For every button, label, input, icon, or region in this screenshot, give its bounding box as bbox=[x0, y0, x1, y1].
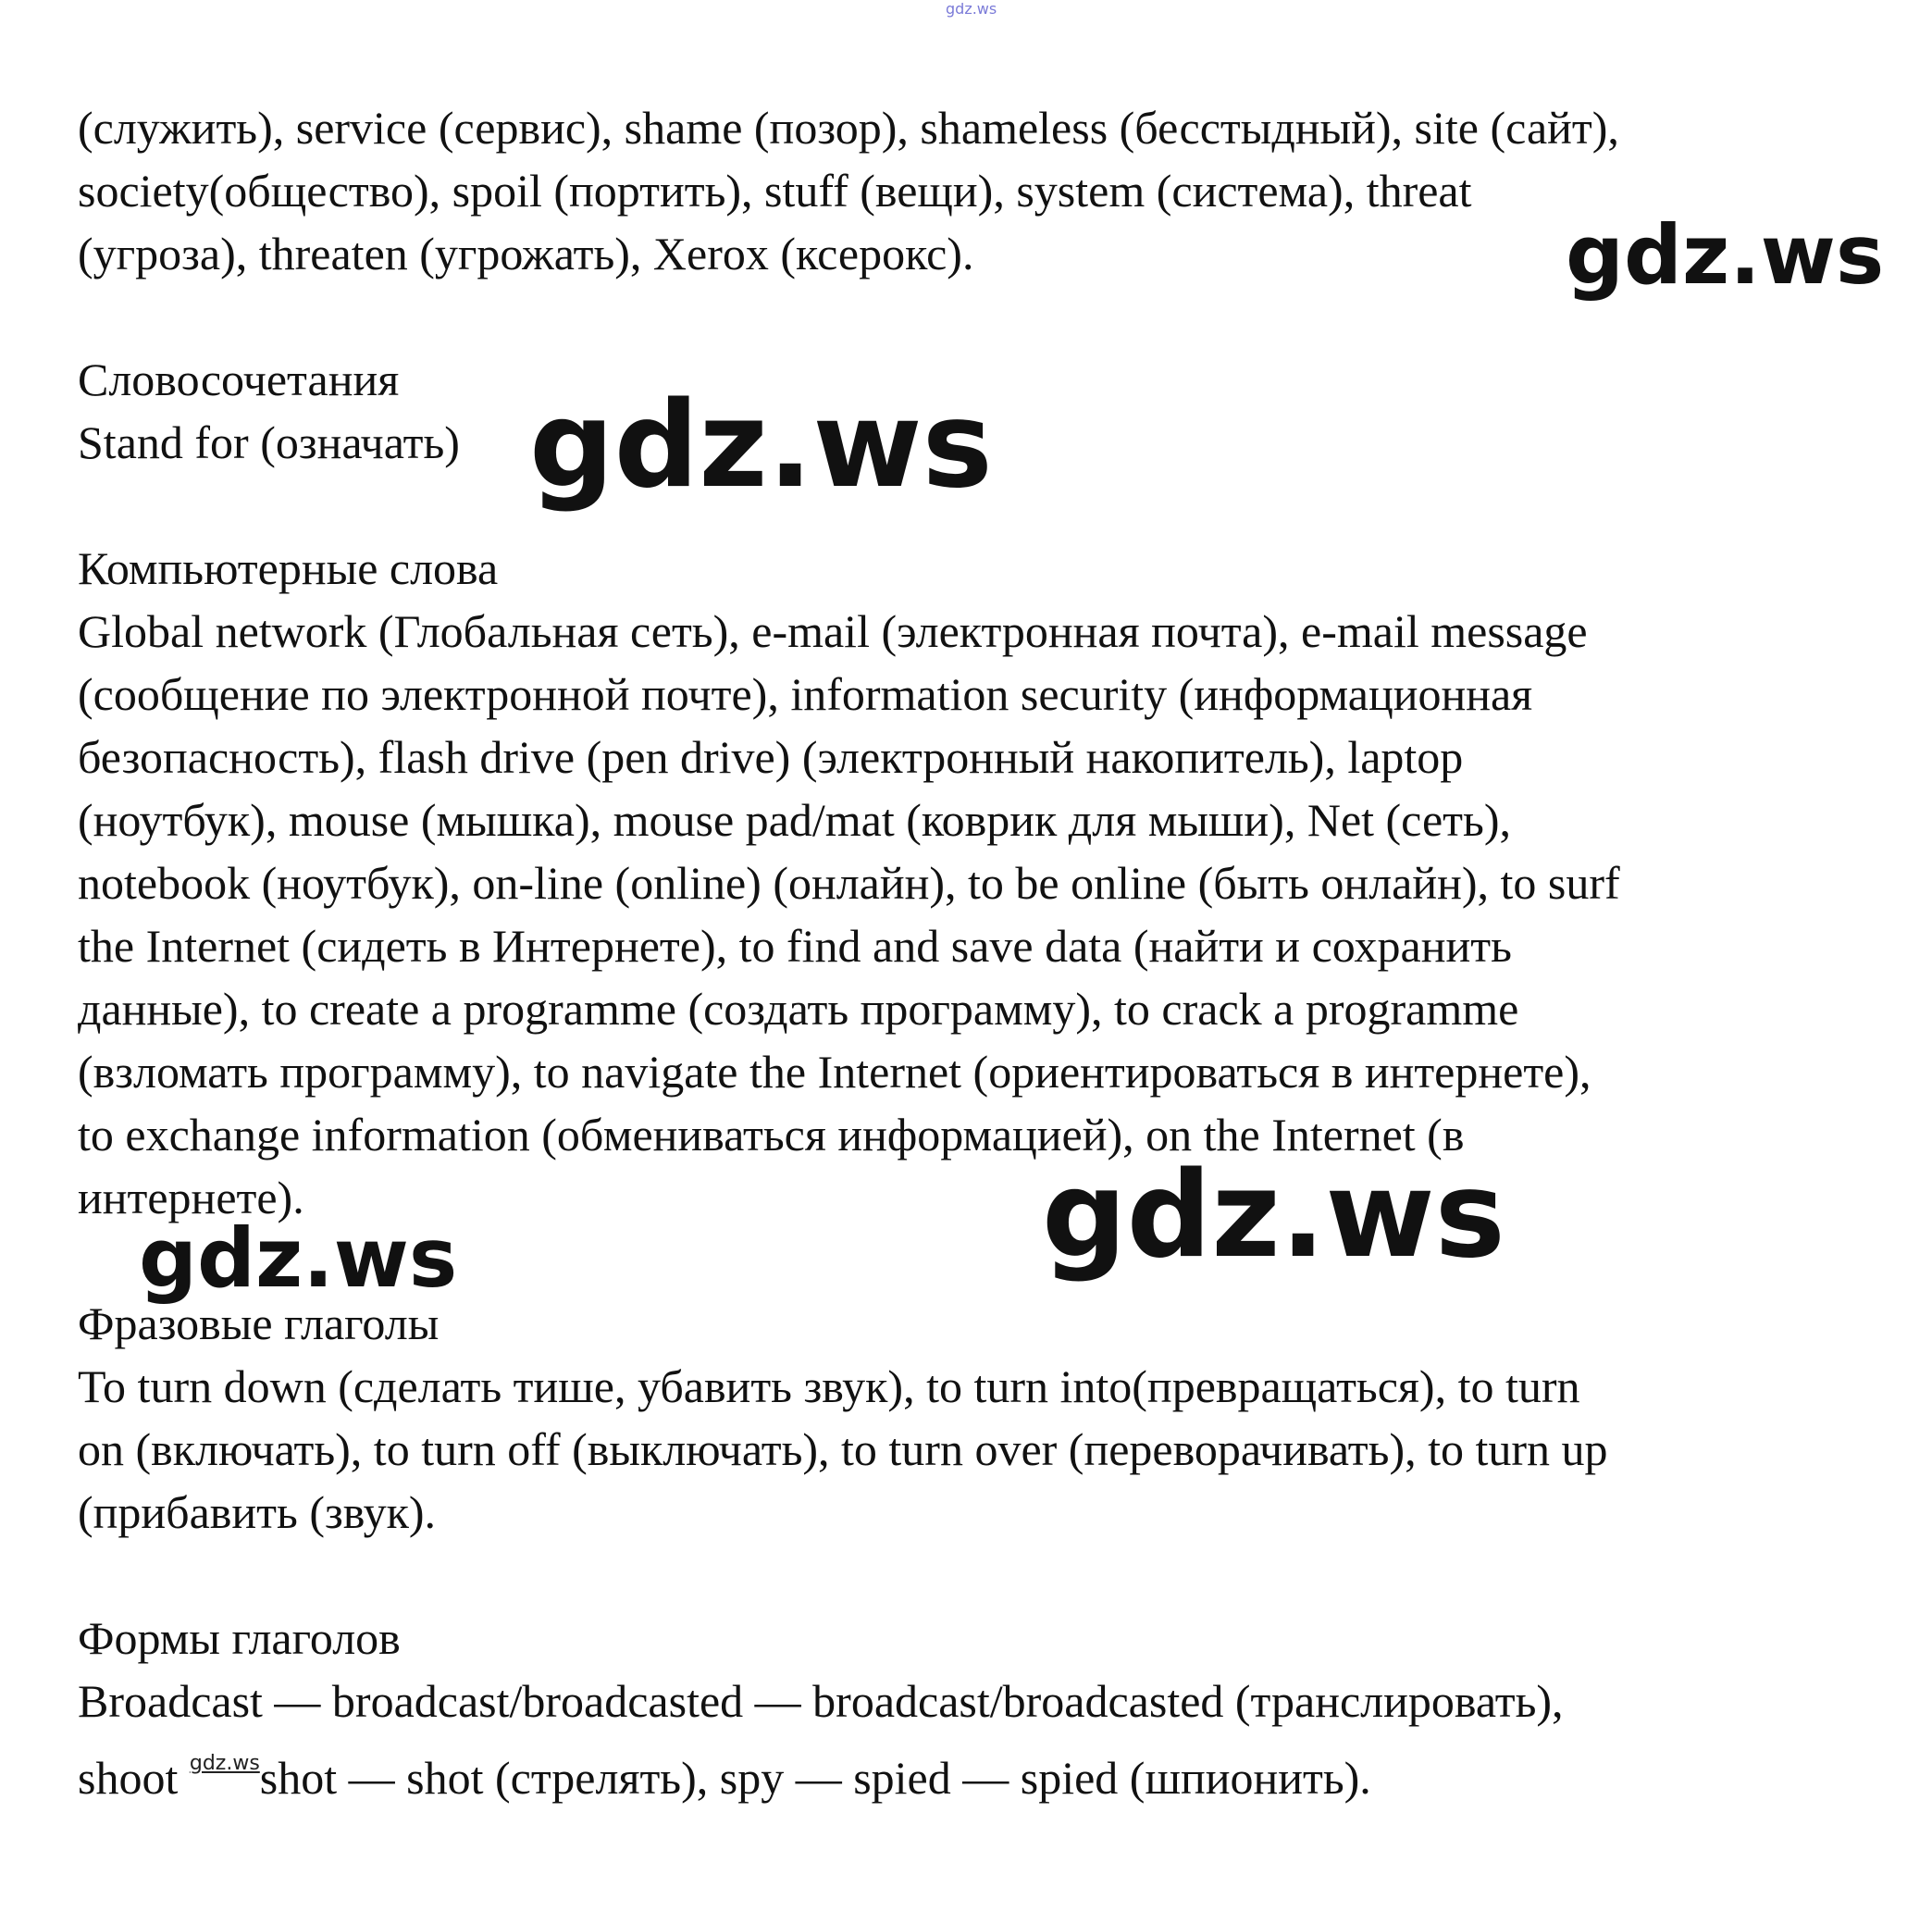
computer-words-line: (сообщение по электронной почте), information security (информационная bbox=[78, 668, 1533, 720]
verb-forms-line-1: Broadcast — broadcast/broadcasted — broadcast/broadcasted (транслировать), bbox=[78, 1675, 1564, 1727]
verb-forms-line-2-end: shot — shot (стрелять), spy — spied — spied (шпионить). bbox=[259, 1752, 1371, 1804]
watermark-top-small: gdz.ws bbox=[946, 0, 997, 18]
collocations-line-1: Stand for (означать) bbox=[78, 416, 460, 468]
phrasal-verbs-heading: Фразовые глаголы bbox=[78, 1297, 440, 1349]
intro-line-3: (угроза), threaten (угрожать), Xerox (ксерокс). bbox=[78, 228, 974, 279]
spacer bbox=[78, 1544, 1891, 1607]
computer-words-line: безопасность), flash drive (pen drive) (электронный накопитель), laptop bbox=[78, 731, 1464, 783]
phrasal-verbs-line: on (включать), to turn off (выключать), to turn over (переворачивать), to turn up bbox=[78, 1423, 1608, 1475]
computer-words-line: the Internet (сидеть в Интернете), to find and save data (найти и сохранить bbox=[78, 920, 1512, 972]
collocations-heading: Словосочетания bbox=[78, 354, 400, 405]
watermark-large: gdz.ws bbox=[529, 377, 993, 515]
computer-words-line: (взломать программу), to navigate the Internet (ориентироваться в интернете), bbox=[78, 1046, 1591, 1098]
verb-forms-heading: Формы глаголов bbox=[78, 1612, 401, 1664]
phrasal-verbs-line: To turn down (сделать тише, убавить звук), to turn into(превращаться), to turn bbox=[78, 1360, 1580, 1412]
computer-words-line: данные), to create a programme (создать программу), to crack a programme bbox=[78, 983, 1519, 1035]
computer-words-line: Global network (Глобальная сеть), e-mail (электронная почта), e-mail message bbox=[78, 605, 1588, 657]
verb-forms-line-2 bbox=[78, 1732, 1891, 1804]
computer-words-line: интернете). bbox=[78, 1172, 304, 1223]
computer-words-line: notebook (ноутбук), on-line (online) (онлайн), to be online (быть онлайн), to surf bbox=[78, 857, 1620, 909]
watermark-large: gdz.ws bbox=[1566, 207, 1885, 303]
verb-forms-line-2-start: shoot bbox=[78, 1752, 190, 1804]
computer-words-line: (ноутбук), mouse (мышка), mouse pad/mat (коврик для мыши), Net (сеть), bbox=[78, 794, 1511, 846]
phrasal-verbs-line: (прибавить (звук). bbox=[78, 1486, 437, 1538]
watermark-inline: gdz.ws bbox=[189, 1752, 260, 1775]
computer-words-heading: Компьютерные слова bbox=[78, 542, 499, 594]
watermark-large: gdz.ws bbox=[1042, 1147, 1505, 1285]
computer-words-line: to exchange information (обмениваться информацией), on the Internet (в bbox=[78, 1109, 1465, 1161]
intro-line-2: society(общество), spoil (портить), stuff (вещи), system (система), threat bbox=[78, 165, 1472, 217]
document-body bbox=[78, 96, 1891, 1804]
watermark-large: gdz.ws bbox=[139, 1210, 458, 1306]
intro-line-1: (служить), service (сервис), shame (позор), shameless (бесстыдный), site (сайт), bbox=[78, 102, 1619, 154]
